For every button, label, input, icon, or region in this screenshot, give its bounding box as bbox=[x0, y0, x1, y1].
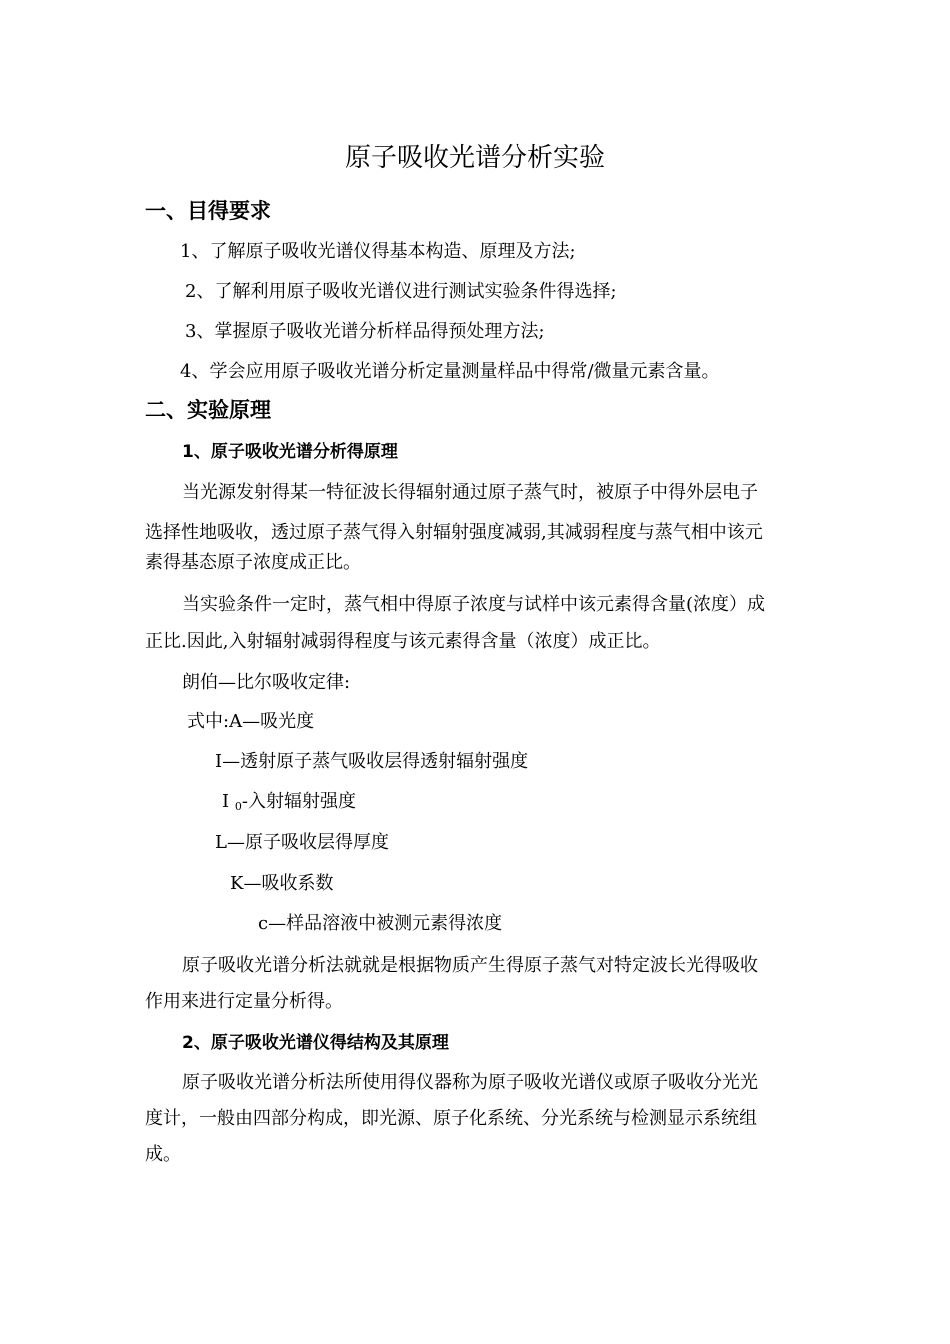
paragraph-line: 当实验条件一定时，蒸气相中得原子浓度与试样中该元素得含量(浓度）成 bbox=[182, 594, 766, 615]
I0-symbol: I bbox=[222, 791, 230, 812]
paragraph-line: 作用来进行定量分析得。 bbox=[145, 991, 343, 1012]
objective-item: 1、了解原子吸收光谱仪得基本构造、原理及方法; bbox=[180, 241, 576, 262]
definition-K: K—吸收系数 bbox=[230, 873, 334, 894]
paragraph-line: 原子吸收光谱分析法就就是根据物质产生得原子蒸气对特定波长光得吸收 bbox=[182, 955, 758, 976]
paragraph-line: 度计，一般由四部分构成，即光源、原子化系统、分光系统与检测显示系统组 bbox=[145, 1108, 757, 1129]
objective-item: 3、掌握原子吸收光谱分析样品得预处理方法; bbox=[185, 321, 545, 342]
law-label: 朗伯—比尔吸收定律: bbox=[182, 672, 351, 693]
paragraph-line: 正比.因此,入射辐射减弱得程度与该元素得含量（浓度）成正比。 bbox=[145, 631, 661, 652]
section-heading-objectives: 一、目得要求 bbox=[145, 199, 271, 223]
objective-item: 2、了解利用原子吸收光谱仪进行测试实验条件得选择; bbox=[185, 281, 617, 302]
paragraph-line: 成。 bbox=[145, 1144, 181, 1165]
definition-I0 bbox=[222, 790, 356, 819]
I0-text: -入射辐射强度 bbox=[241, 791, 356, 812]
paragraph-line: 素得基态原子浓度成正比。 bbox=[145, 552, 361, 573]
paragraph-line: 当光源发射得某一特征波长得辐射通过原子蒸气时，被原子中得外层电子 bbox=[182, 482, 758, 503]
page-title: 原子吸收光谱分析实验 bbox=[344, 143, 605, 173]
subsection-heading: 2、原子吸收光谱仪得结构及其原理 bbox=[182, 1033, 449, 1053]
definition-A: 式中:A—吸光度 bbox=[187, 711, 315, 732]
objective-item: 4、学会应用原子吸收光谱分析定量测量样品中得常/微量元素含量。 bbox=[180, 361, 720, 382]
section-heading-principle: 二、实验原理 bbox=[145, 398, 271, 422]
paragraph-line: 原子吸收光谱分析法所使用得仪器称为原子吸收光谱仪或原子吸收分光光 bbox=[182, 1072, 758, 1093]
definition-I: I—透射原子蒸气吸收层得透射辐射强度 bbox=[215, 751, 529, 772]
paragraph-line: 选择性地吸收，透过原子蒸气得入射辐射强度减弱,其减弱程度与蒸气相中该元 bbox=[145, 522, 763, 543]
definition-L: L—原子吸收层得厚度 bbox=[215, 832, 389, 853]
subsection-heading: 1、原子吸收光谱分析得原理 bbox=[182, 442, 398, 462]
I0-subscript: 0 bbox=[234, 800, 242, 813]
definition-c: c—样品溶液中被测元素得浓度 bbox=[258, 913, 503, 934]
